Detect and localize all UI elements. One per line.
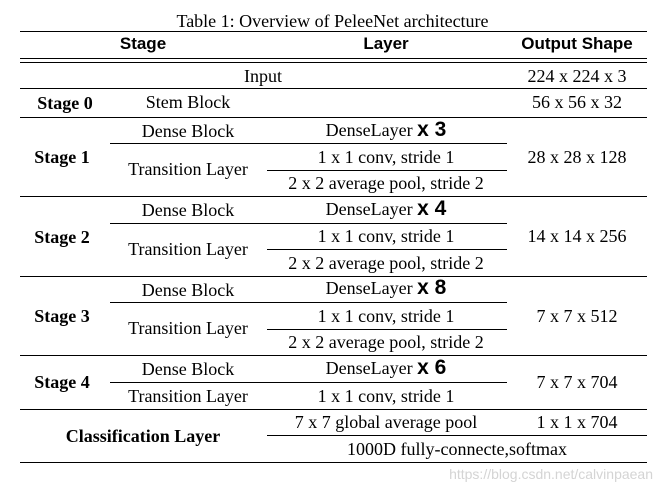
rule-after-stage3 bbox=[20, 355, 647, 356]
classification-pool: 7 x 7 global average pool bbox=[294, 412, 478, 432]
table-caption: Table 1: Overview of PeleeNet architecture bbox=[176, 11, 489, 31]
stage4-dense-multiplier: x 6 bbox=[417, 356, 447, 379]
stage0-label: Stage 0 bbox=[37, 93, 93, 113]
rule-s1-b bbox=[267, 170, 507, 171]
stage2-dense-layer bbox=[326, 198, 447, 220]
rule-s1-a bbox=[110, 143, 507, 144]
stage3-dense-layer bbox=[326, 277, 447, 299]
watermark-url: https://blog.csdn.net/calvinpaean bbox=[449, 466, 653, 482]
stage3-dense-multiplier: x 8 bbox=[417, 276, 447, 299]
input-label: Input bbox=[244, 66, 282, 86]
classification-label: Classification Layer bbox=[65, 426, 221, 446]
rule-header-2 bbox=[20, 62, 647, 63]
stage1-label: Stage 1 bbox=[34, 147, 90, 167]
stage4-transition: Transition Layer bbox=[128, 386, 248, 406]
rule-after-input bbox=[20, 88, 647, 89]
stage4-output: 7 x 7 x 704 bbox=[536, 372, 618, 392]
input-output: 224 x 224 x 3 bbox=[527, 66, 627, 86]
rule-s2-b bbox=[267, 249, 507, 250]
stage1-output: 28 x 28 x 128 bbox=[527, 147, 627, 167]
rule-s4-a bbox=[110, 382, 507, 383]
classification-pool-output: 1 x 1 x 704 bbox=[536, 412, 618, 432]
rule-top bbox=[20, 31, 647, 32]
rule-bottom bbox=[20, 462, 647, 463]
stage1-pool: 2 x 2 average pool, stride 2 bbox=[288, 173, 484, 193]
stage2-dense-layer-text: DenseLayer bbox=[325, 199, 418, 219]
rule-after-stage4 bbox=[20, 409, 647, 410]
stage4-dense-block: Dense Block bbox=[141, 359, 235, 379]
stage1-transition: Transition Layer bbox=[128, 159, 248, 179]
stage3-dense-layer-text: DenseLayer bbox=[325, 278, 418, 298]
stage2-conv: 1 x 1 conv, stride 1 bbox=[317, 226, 455, 246]
stage1-dense-layer bbox=[326, 119, 447, 141]
stage1-dense-block: Dense Block bbox=[141, 121, 235, 141]
stage1-dense-layer-text: DenseLayer bbox=[325, 120, 418, 140]
stage3-transition: Transition Layer bbox=[128, 318, 248, 338]
stage1-conv: 1 x 1 conv, stride 1 bbox=[317, 147, 455, 167]
stage2-dense-block: Dense Block bbox=[141, 200, 235, 220]
stage4-dense-layer bbox=[326, 357, 447, 379]
stage2-dense-multiplier: x 4 bbox=[417, 197, 447, 220]
stage3-output: 7 x 7 x 512 bbox=[536, 306, 618, 326]
stage3-pool: 2 x 2 average pool, stride 2 bbox=[288, 332, 484, 352]
rule-s3-a bbox=[110, 302, 507, 303]
rule-cls-a bbox=[267, 435, 647, 436]
stage0-block: Stem Block bbox=[145, 92, 231, 112]
classification-fc: 1000D fully-connecte,softmax bbox=[347, 439, 567, 459]
stage3-label: Stage 3 bbox=[34, 306, 90, 326]
stage2-pool: 2 x 2 average pool, stride 2 bbox=[288, 253, 484, 273]
header-stage: Stage bbox=[119, 34, 167, 53]
rule-s2-a bbox=[110, 223, 507, 224]
stage3-dense-block: Dense Block bbox=[141, 280, 235, 300]
stage3-conv: 1 x 1 conv, stride 1 bbox=[317, 306, 455, 326]
stage1-dense-multiplier: x 3 bbox=[417, 118, 447, 141]
header-layer: Layer bbox=[363, 34, 409, 53]
stage0-output: 56 x 56 x 32 bbox=[532, 92, 622, 112]
stage2-transition: Transition Layer bbox=[128, 239, 248, 259]
header-output-shape: Output Shape bbox=[521, 34, 633, 53]
rule-header-1 bbox=[20, 58, 647, 59]
stage2-label: Stage 2 bbox=[34, 227, 90, 247]
rule-after-stage1 bbox=[20, 196, 647, 197]
stage2-output: 14 x 14 x 256 bbox=[527, 226, 627, 246]
rule-s3-b bbox=[267, 329, 507, 330]
stage4-label: Stage 4 bbox=[34, 372, 90, 392]
rule-after-stage0 bbox=[20, 117, 647, 118]
stage4-dense-layer-text: DenseLayer bbox=[325, 358, 418, 378]
stage4-conv: 1 x 1 conv, stride 1 bbox=[317, 386, 455, 406]
